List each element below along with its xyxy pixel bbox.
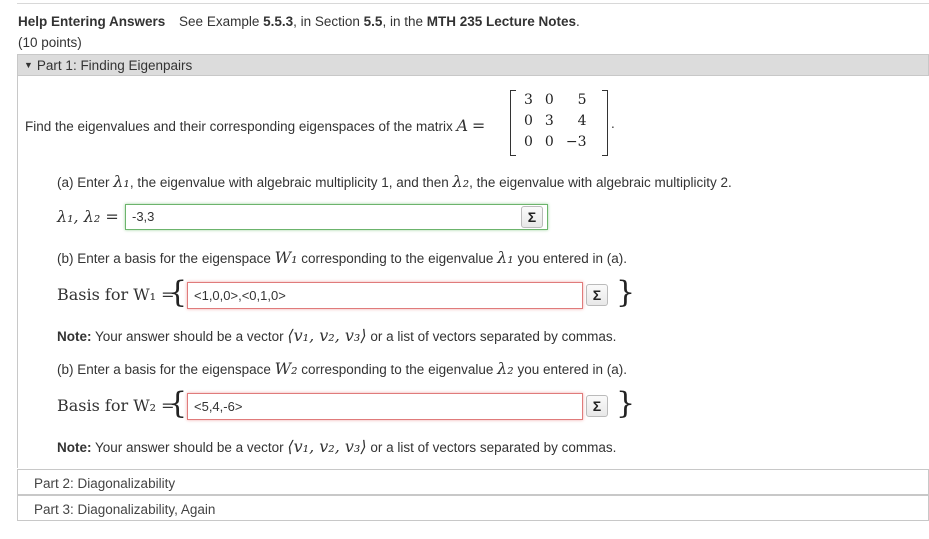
question-text [25,116,485,135]
matrix-cell: 5 [577,92,587,108]
eigenvalues-input[interactable]: -3,3 [125,204,548,230]
example-number: 5.5.3 [263,14,294,29]
left-bracket [510,90,516,156]
right-brace: } [616,275,636,310]
equation-editor-sigma-icon[interactable]: Σ [521,206,543,228]
w1-basis-input[interactable]: <1,0,0>,<0,1,0> [187,282,583,309]
part-b1-prompt [57,248,627,267]
part-b2-prompt [57,359,627,378]
matrix-cell: 0 [524,134,533,150]
b1-prompt-1: (b) Enter a basis for the eigenspace [57,251,275,266]
part1-header[interactable] [17,54,929,76]
note-text-1: Your answer should be a vector [91,329,288,344]
matrix-cell: −3 [565,134,587,150]
w2-symbol: W₂ [274,359,298,378]
matrix-cell: 0 [524,113,533,129]
a-answer-label: λ₁, λ₂ = [57,207,119,226]
left-brace: { [168,275,188,310]
collapse-triangle-icon: ▼ [24,60,33,70]
note-w2 [57,437,616,456]
part-a-prompt [57,172,732,191]
note-label: Note: [57,329,92,344]
matrix-cell: 3 [524,92,533,108]
note-text-1: Your answer should be a vector [91,440,288,455]
ref-end: . [576,14,580,29]
w1-basis-label: Basis for W₁ = [57,285,175,304]
question-label: Find the eigenvalues and their corresponding eigenspaces of the matrix [25,119,453,134]
w2-basis-label: Basis for W₂ = [57,396,175,415]
vector-notation: ⟨v₁, v₂, v₃⟩ [287,437,367,456]
matrix-cell: 0 [544,134,554,150]
points-label: (10 points) [18,35,82,50]
note-text-2: or a list of vectors separated by commas. [366,329,617,344]
b2-prompt-1: (b) Enter a basis for the eigenspace [57,362,275,377]
lambda2-symbol: λ₂ [452,172,470,191]
b2-prompt-3: you entered in (a). [513,362,628,377]
matrix-cell: 3 [544,113,554,129]
matrix-A [510,88,608,156]
b1-prompt-3: you entered in (a). [513,251,628,266]
sentence-period: . [611,116,615,131]
part3-header[interactable]: Part 3: Diagonalizability, Again [17,495,929,521]
b2-prompt-2: corresponding to the eigenvalue [297,362,498,377]
w2-basis-input[interactable]: <5,4,-6> [187,393,583,420]
note-w1 [57,326,616,345]
left-brace: { [168,386,188,421]
section-number: 5.5 [363,14,383,29]
right-brace: } [616,386,636,421]
example-reference [179,14,580,29]
matrix-cell: 0 [544,92,554,108]
problem-header [18,14,580,29]
lambda1-symbol: λ₁ [497,248,514,267]
a-prompt-1: (a) Enter [57,175,114,190]
ref-prefix: See Example [179,14,264,29]
lambda1-symbol: λ₁ [113,172,130,191]
matrix-entries [518,90,592,153]
ref-mid2: , in the [382,14,427,29]
top-divider [17,3,929,4]
a-prompt-3: , the eigenvalue with algebraic multiplicity 2. [469,175,732,190]
equation-editor-sigma-icon[interactable]: Σ [586,395,608,417]
matrix-row [518,111,592,132]
matrix-name: A [456,116,469,135]
right-bracket [602,90,608,156]
a-prompt-2: , the eigenvalue with algebraic multiplicity 1, and then [129,175,453,190]
lambda2-symbol: λ₂ [497,359,514,378]
lecture-notes-name: MTH 235 Lecture Notes [426,14,577,29]
matrix-row [518,90,592,111]
note-text-2: or a list of vectors separated by commas. [366,440,617,455]
matrix-row [518,132,592,153]
b1-prompt-2: corresponding to the eigenvalue [297,251,498,266]
vector-notation: ⟨v₁, v₂, v₃⟩ [287,326,367,345]
part1-title: Part 1: Finding Eigenpairs [36,58,193,73]
part2-header[interactable]: Part 2: Diagonalizability [17,469,929,495]
matrix-cell: 4 [577,113,587,129]
note-label: Note: [57,440,92,455]
help-entering-answers-link[interactable]: Help Entering Answers [18,14,166,29]
equals-sign: = [471,116,486,135]
ref-mid: , in Section [293,14,364,29]
equation-editor-sigma-icon[interactable]: Σ [586,284,608,306]
w1-symbol: W₁ [274,248,298,267]
